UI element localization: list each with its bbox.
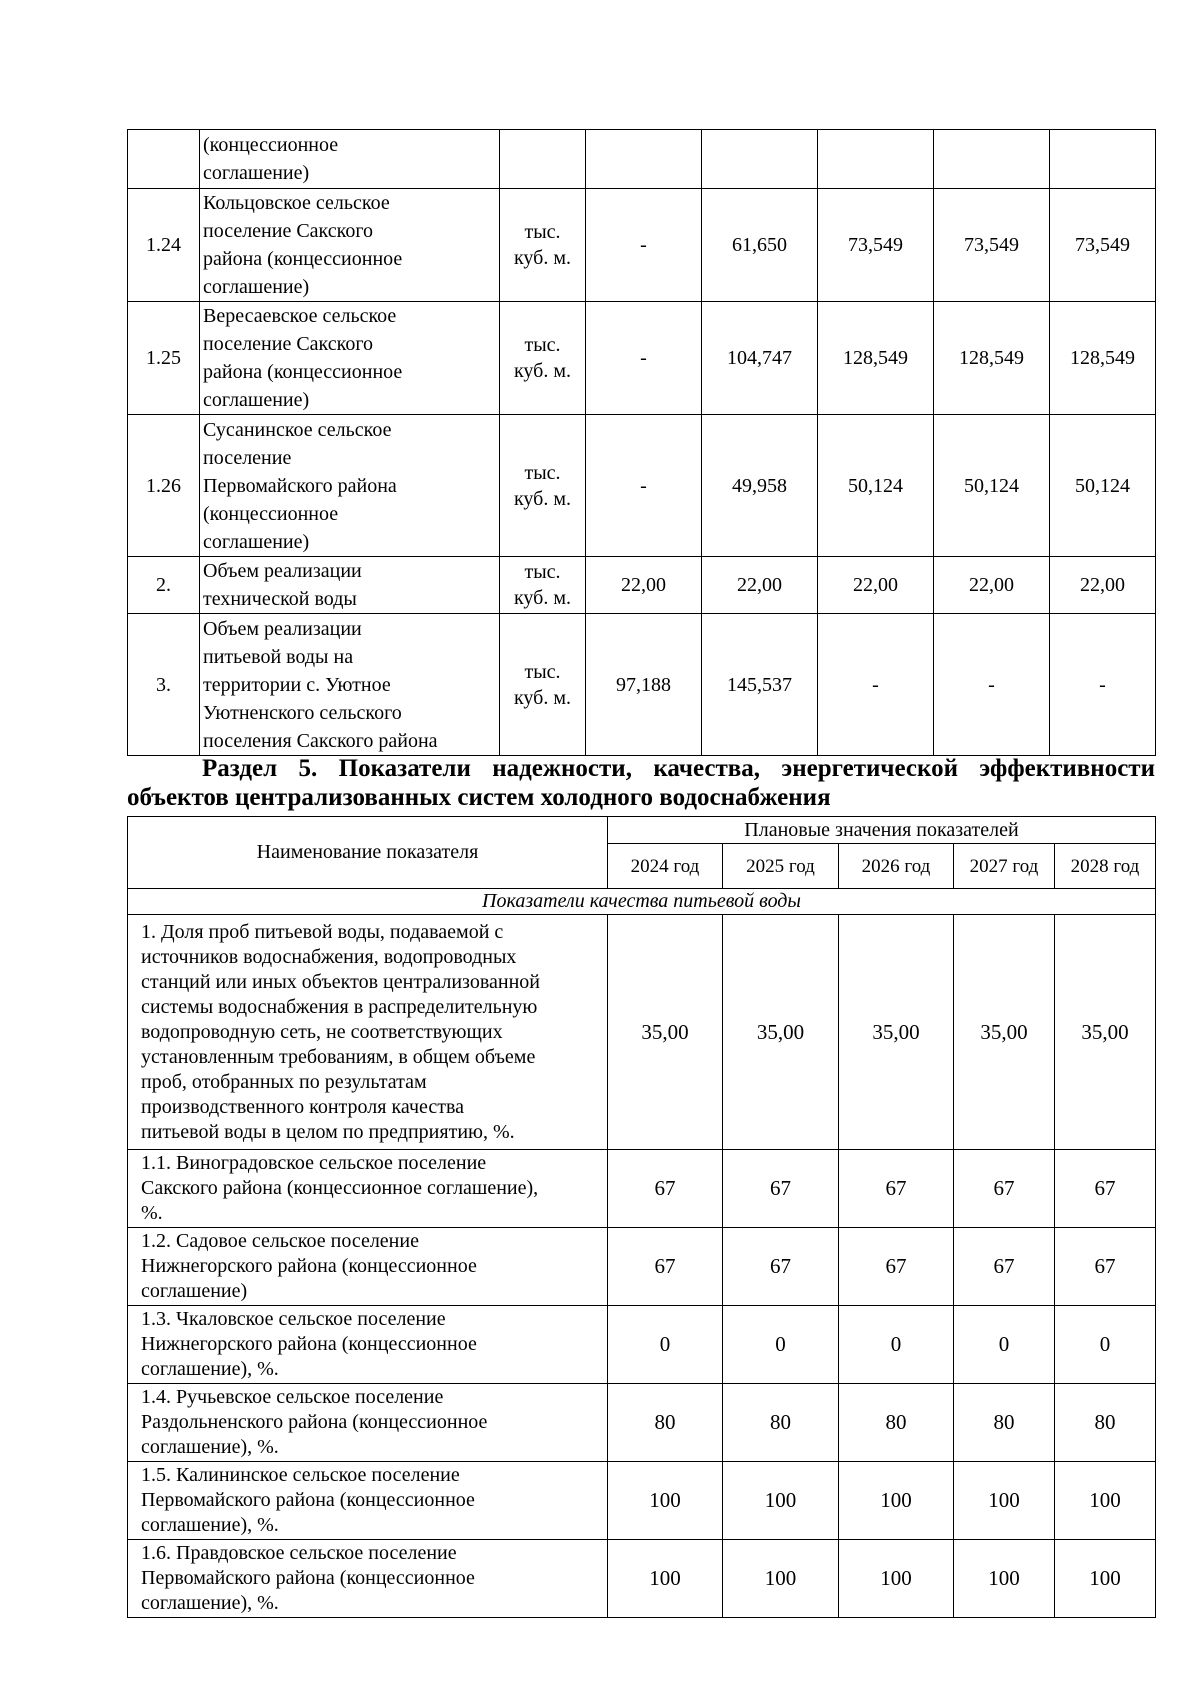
table-row xyxy=(128,302,1156,415)
row-name: Объем реализации питьевой воды на территории с. Уютное Уютненского сельского поселения Сакского района xyxy=(200,614,500,756)
value-cell: - xyxy=(586,189,702,302)
value-cell: 80 xyxy=(839,1384,954,1462)
value-cell: 104,747 xyxy=(702,302,818,415)
row-number: 1.25 xyxy=(128,302,200,415)
value-cell: 80 xyxy=(608,1384,723,1462)
row-name: Сусанинское сельское поселение Первомайского района (концессионное соглашение) xyxy=(200,415,500,557)
year-header: 2027 год xyxy=(954,844,1055,889)
table-row xyxy=(128,1150,1156,1228)
value-cell: 35,00 xyxy=(723,915,839,1150)
column-header-plan: Плановые значения показателей xyxy=(608,817,1156,844)
value-cell: - xyxy=(586,415,702,557)
row-unit: тыс. куб. м. xyxy=(500,189,586,302)
water-volume-table xyxy=(127,129,1156,756)
indicator-name: 1.1. Виноградовское сельское поселение Сакского района (концессионное соглашение), %. xyxy=(128,1150,608,1228)
value-cell: 100 xyxy=(608,1462,723,1540)
value-cell: 0 xyxy=(723,1306,839,1384)
value-cell xyxy=(818,130,934,189)
value-cell: 73,549 xyxy=(1050,189,1156,302)
indicator-name: 1. Доля проб питьевой воды, подаваемой с источников водоснабжения, водопроводных станций или иных объектов централизованной системы водоснабжения в распределительную водопроводную сеть, не соответствующих установленным требованиям, в общем объеме проб, отобранных по результатам производственного контроля качества питьевой воды в целом по предприятию, %. xyxy=(128,915,608,1150)
value-cell: 80 xyxy=(1055,1384,1156,1462)
value-cell: 35,00 xyxy=(1055,915,1156,1150)
row-name: Вересаевское сельское поселение Сакского района (концессионное соглашение) xyxy=(200,302,500,415)
value-cell: 35,00 xyxy=(608,915,723,1150)
table-row xyxy=(128,1384,1156,1462)
value-cell: 67 xyxy=(723,1228,839,1306)
value-cell: 22,00 xyxy=(702,557,818,614)
value-cell: 145,537 xyxy=(702,614,818,756)
value-cell: 67 xyxy=(839,1150,954,1228)
value-cell: 50,124 xyxy=(934,415,1050,557)
value-cell: 100 xyxy=(723,1462,839,1540)
value-cell: 100 xyxy=(723,1540,839,1618)
header-row xyxy=(128,817,1156,844)
value-cell: 73,549 xyxy=(818,189,934,302)
indicators-table xyxy=(127,816,1156,1618)
value-cell: 80 xyxy=(723,1384,839,1462)
table-row xyxy=(128,1228,1156,1306)
table-row xyxy=(128,557,1156,614)
row-number xyxy=(128,130,200,189)
row-unit: тыс. куб. м. xyxy=(500,557,586,614)
row-unit xyxy=(500,130,586,189)
table-row xyxy=(128,130,1156,189)
column-header-indicator: Наименование показателя xyxy=(128,817,608,889)
indicator-name: 1.6. Правдовское сельское поселение Первомайского района (концессионное соглашение), %. xyxy=(128,1540,608,1618)
section-heading: Раздел 5. Показатели надежности, качества, энергетической эффективности объектов централизованных систем холодного водоснабжения xyxy=(127,755,1155,811)
value-cell: 50,124 xyxy=(1050,415,1156,557)
indicator-name: 1.4. Ручьевское сельское поселение Раздольненского района (концессионное соглашение), %. xyxy=(128,1384,608,1462)
table-row xyxy=(128,1462,1156,1540)
value-cell: 22,00 xyxy=(1050,557,1156,614)
year-header: 2028 год xyxy=(1055,844,1156,889)
year-header: 2025 год xyxy=(723,844,839,889)
subheading-row xyxy=(128,889,1156,915)
value-cell: 97,188 xyxy=(586,614,702,756)
value-cell: 67 xyxy=(723,1150,839,1228)
value-cell: 22,00 xyxy=(818,557,934,614)
value-cell: 0 xyxy=(1055,1306,1156,1384)
value-cell: 100 xyxy=(1055,1462,1156,1540)
value-cell: 49,958 xyxy=(702,415,818,557)
value-cell: 0 xyxy=(839,1306,954,1384)
table-row xyxy=(128,415,1156,557)
value-cell: 67 xyxy=(954,1228,1055,1306)
row-unit: тыс. куб. м. xyxy=(500,614,586,756)
value-cell: 80 xyxy=(954,1384,1055,1462)
value-cell: 100 xyxy=(608,1540,723,1618)
value-cell xyxy=(1050,130,1156,189)
row-name: (концессионное соглашение) xyxy=(200,130,500,189)
row-number: 3. xyxy=(128,614,200,756)
value-cell: 50,124 xyxy=(818,415,934,557)
value-cell: 100 xyxy=(839,1540,954,1618)
value-cell: 22,00 xyxy=(934,557,1050,614)
row-name: Кольцовское сельское поселение Сакского района (концессионное соглашение) xyxy=(200,189,500,302)
value-cell: 0 xyxy=(608,1306,723,1384)
value-cell: 67 xyxy=(1055,1150,1156,1228)
value-cell: 128,549 xyxy=(934,302,1050,415)
value-cell: 0 xyxy=(954,1306,1055,1384)
value-cell: 61,650 xyxy=(702,189,818,302)
row-number: 1.24 xyxy=(128,189,200,302)
value-cell: 67 xyxy=(608,1228,723,1306)
value-cell xyxy=(586,130,702,189)
row-number: 2. xyxy=(128,557,200,614)
value-cell: 73,549 xyxy=(934,189,1050,302)
table-row xyxy=(128,915,1156,1150)
value-cell: - xyxy=(934,614,1050,756)
value-cell: 100 xyxy=(839,1462,954,1540)
indicator-name: 1.5. Калининское сельское поселение Первомайского района (концессионное соглашение), %. xyxy=(128,1462,608,1540)
value-cell: - xyxy=(818,614,934,756)
year-header: 2026 год xyxy=(839,844,954,889)
row-unit: тыс. куб. м. xyxy=(500,415,586,557)
indicator-name: 1.2. Садовое сельское поселение Нижнегорского района (концессионное соглашение) xyxy=(128,1228,608,1306)
value-cell: 22,00 xyxy=(586,557,702,614)
value-cell: 128,549 xyxy=(818,302,934,415)
value-cell xyxy=(702,130,818,189)
value-cell: 67 xyxy=(954,1150,1055,1228)
table-row xyxy=(128,614,1156,756)
value-cell: 67 xyxy=(608,1150,723,1228)
row-unit: тыс. куб. м. xyxy=(500,302,586,415)
value-cell: 67 xyxy=(1055,1228,1156,1306)
value-cell: 35,00 xyxy=(954,915,1055,1150)
value-cell: - xyxy=(586,302,702,415)
value-cell: 100 xyxy=(954,1462,1055,1540)
row-number: 1.26 xyxy=(128,415,200,557)
value-cell: 67 xyxy=(839,1228,954,1306)
table-row xyxy=(128,189,1156,302)
value-cell: 128,549 xyxy=(1050,302,1156,415)
value-cell xyxy=(934,130,1050,189)
value-cell: 35,00 xyxy=(839,915,954,1150)
value-cell: - xyxy=(1050,614,1156,756)
table-subheading: Показатели качества питьевой воды xyxy=(128,889,1156,915)
table-row xyxy=(128,1540,1156,1618)
row-name: Объем реализации технической воды xyxy=(200,557,500,614)
table-row xyxy=(128,1306,1156,1384)
year-header: 2024 год xyxy=(608,844,723,889)
value-cell: 100 xyxy=(1055,1540,1156,1618)
value-cell: 100 xyxy=(954,1540,1055,1618)
indicator-name: 1.3. Чкаловское сельское поселение Нижнегорского района (концессионное соглашение), %. xyxy=(128,1306,608,1384)
